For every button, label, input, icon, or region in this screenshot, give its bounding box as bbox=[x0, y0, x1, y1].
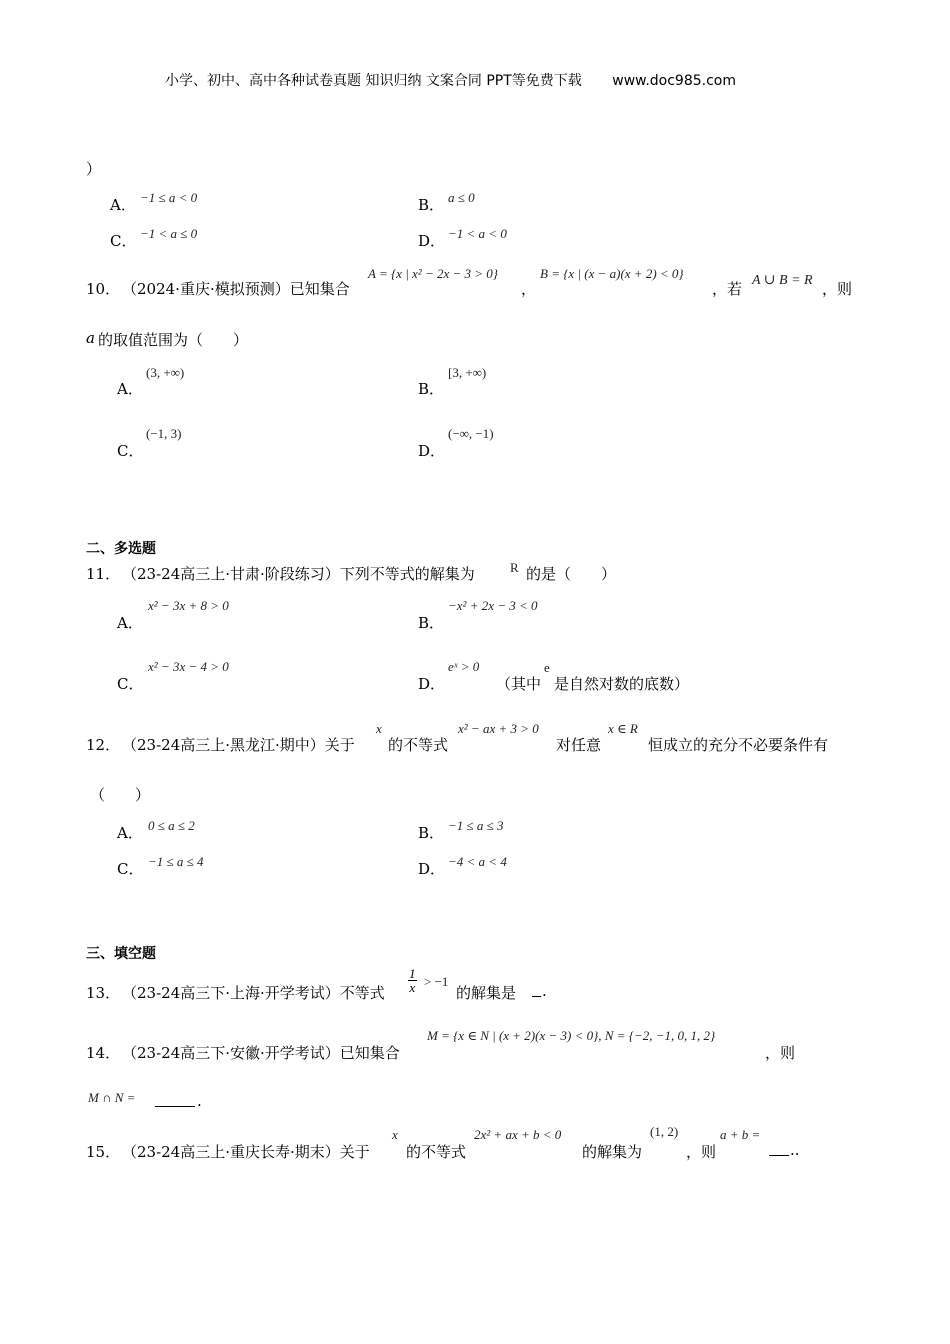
q9-option-c-math: −1 < a ≤ 0 bbox=[140, 226, 198, 241]
q11-option-a-math: x² − 3x + 8 > 0 bbox=[148, 598, 229, 613]
q15-period: .. bbox=[790, 1141, 800, 1159]
q10-option-d-math: (−∞, −1) bbox=[448, 426, 494, 441]
q13-fraction-numerator: 1 bbox=[409, 966, 416, 981]
header-url: www.doc985.com bbox=[612, 73, 736, 89]
q9-option-a-math: −1 ≤ a < 0 bbox=[140, 190, 198, 205]
q13-period: . bbox=[542, 982, 547, 1000]
section-fill-blank-heading: 三、填空题 bbox=[86, 946, 156, 962]
page-header bbox=[165, 70, 736, 90]
q15-variable-x: x bbox=[392, 1127, 398, 1142]
q12-option-d-label: D． bbox=[418, 860, 446, 878]
q10-comma: ， bbox=[521, 280, 537, 298]
q12-answer-parens: （ ） bbox=[90, 786, 151, 804]
q9-tail: ） bbox=[86, 160, 102, 178]
q15-middle: 的不等式 bbox=[406, 1143, 467, 1161]
q15-solution-label: 的解集为 bbox=[582, 1143, 643, 1161]
q10-if: ，若 bbox=[712, 280, 743, 298]
q13-prefix: （23-24高三下·上海·开学考试）不等式 bbox=[122, 984, 385, 1002]
q10-option-d-label: D． bbox=[418, 442, 446, 460]
q10-source: （2024·重庆·模拟预测）已知集合 bbox=[122, 280, 350, 298]
q11-option-a-label: A． bbox=[117, 614, 143, 632]
q14-then: ，则 bbox=[765, 1044, 796, 1062]
q9-option-b-label: B． bbox=[418, 196, 445, 214]
q9-option-b-math: a ≤ 0 bbox=[448, 190, 475, 205]
q11-option-d-note-prefix: （其中 bbox=[496, 675, 542, 693]
q12-x-in-r: x ∈ R bbox=[608, 721, 638, 736]
q13-rhs: > −1 bbox=[424, 974, 449, 989]
q14-intersection: M ∩ N = bbox=[88, 1090, 136, 1105]
q11-real-set: R bbox=[510, 560, 519, 575]
q15-then: ，则 bbox=[686, 1143, 717, 1161]
q15-number: 15． bbox=[86, 1143, 121, 1161]
q12-inequality: x² − ax + 3 > 0 bbox=[458, 721, 539, 736]
q10-option-c-label: C． bbox=[117, 442, 144, 460]
q15-inequality: 2x² + ax + b < 0 bbox=[474, 1127, 562, 1142]
q13-answer-blank bbox=[532, 982, 541, 1001]
q10-question-line: 的取值范围为（ ） bbox=[98, 331, 249, 349]
q10-option-b-label: B． bbox=[418, 380, 445, 398]
q11-option-d-note-e: e bbox=[544, 660, 550, 675]
q10-set-a: A = {x | x² − 2x − 3 > 0} bbox=[368, 266, 498, 281]
q12-variable-x: x bbox=[376, 721, 382, 736]
q15-prefix: （23-24高三上·重庆长寿·期末）关于 bbox=[122, 1143, 370, 1161]
q9-option-a-label: A． bbox=[110, 196, 136, 214]
q14-number: 14． bbox=[86, 1044, 121, 1062]
q10-then: ，则 bbox=[822, 280, 853, 298]
q11-option-c-math: x² − 3x − 4 > 0 bbox=[148, 659, 229, 674]
q11-prefix: （23-24高三上·甘肃·阶段练习）下列不等式的解集为 bbox=[122, 565, 475, 583]
q10-option-c-math: (−1, 3) bbox=[146, 426, 182, 441]
q12-prefix: （23-24高三上·黑龙江·期中）关于 bbox=[122, 736, 355, 754]
q15-a-plus-b: a + b = bbox=[720, 1127, 761, 1142]
q10-option-a-math: (3, +∞) bbox=[146, 365, 185, 380]
q14-sets: M = {x ∈ N | (x + 2)(x − 3) < 0}, N = {−2, −1, 0, 1, 2} bbox=[427, 1028, 716, 1043]
q13-suffix: 的解集是 bbox=[456, 984, 517, 1002]
q15-interval: (1, 2) bbox=[650, 1124, 679, 1139]
q15-answer-blank bbox=[769, 1141, 789, 1160]
q11-option-c-label: C． bbox=[117, 675, 144, 693]
q9-option-d-math: −1 < a < 0 bbox=[448, 226, 507, 241]
q12-option-b-math: −1 ≤ a ≤ 3 bbox=[448, 818, 504, 833]
q11-option-d-label: D． bbox=[418, 675, 446, 693]
q9-option-d-label: D． bbox=[418, 232, 446, 250]
q12-middle: 的不等式 bbox=[388, 736, 449, 754]
q9-option-c-label: C． bbox=[110, 232, 137, 250]
q10-variable: a bbox=[86, 329, 95, 347]
q10-number: 10． bbox=[86, 280, 121, 298]
q13-fraction bbox=[408, 967, 417, 994]
q11-option-d-math: eˣ > 0 bbox=[448, 659, 480, 674]
q11-option-b-label: B． bbox=[418, 614, 445, 632]
header-text: 小学、初中、高中各种试卷真题 知识归纳 文案合同 PPT等免费下载 bbox=[165, 73, 582, 89]
q11-number: 11． bbox=[86, 565, 121, 583]
q12-option-a-label: A． bbox=[117, 824, 143, 842]
q14-period: . bbox=[197, 1092, 202, 1110]
q14-answer-blank bbox=[155, 1092, 195, 1111]
q12-option-c-label: C． bbox=[117, 860, 144, 878]
q14-prefix: （23-24高三下·安徽·开学考试）已知集合 bbox=[122, 1044, 400, 1062]
q13-fraction-denominator: x bbox=[409, 980, 416, 995]
q10-option-b-math: [3, +∞) bbox=[448, 365, 487, 380]
q12-option-c-math: −1 ≤ a ≤ 4 bbox=[148, 854, 204, 869]
q10-option-a-label: A． bbox=[117, 380, 143, 398]
q13-number: 13． bbox=[86, 984, 121, 1002]
q10-set-b: B = {x | (x − a)(x + 2) < 0} bbox=[540, 266, 684, 281]
q12-option-b-label: B． bbox=[418, 824, 445, 842]
q10-union: A ∪ B = R bbox=[752, 273, 813, 288]
q12-option-d-math: −4 < a < 4 bbox=[448, 854, 507, 869]
section-multi-choice-heading: 二、多选题 bbox=[86, 541, 156, 557]
q12-for-all: 对任意 bbox=[556, 736, 602, 754]
q11-option-d-note-suffix: 是自然对数的底数） bbox=[554, 675, 690, 693]
q12-number: 12． bbox=[86, 736, 121, 754]
q11-option-b-math: −x² + 2x − 3 < 0 bbox=[448, 598, 538, 613]
q12-suffix: 恒成立的充分不必要条件有 bbox=[648, 736, 829, 754]
q11-suffix: 的是（ ） bbox=[526, 565, 617, 583]
q12-option-a-math: 0 ≤ a ≤ 2 bbox=[148, 818, 195, 833]
